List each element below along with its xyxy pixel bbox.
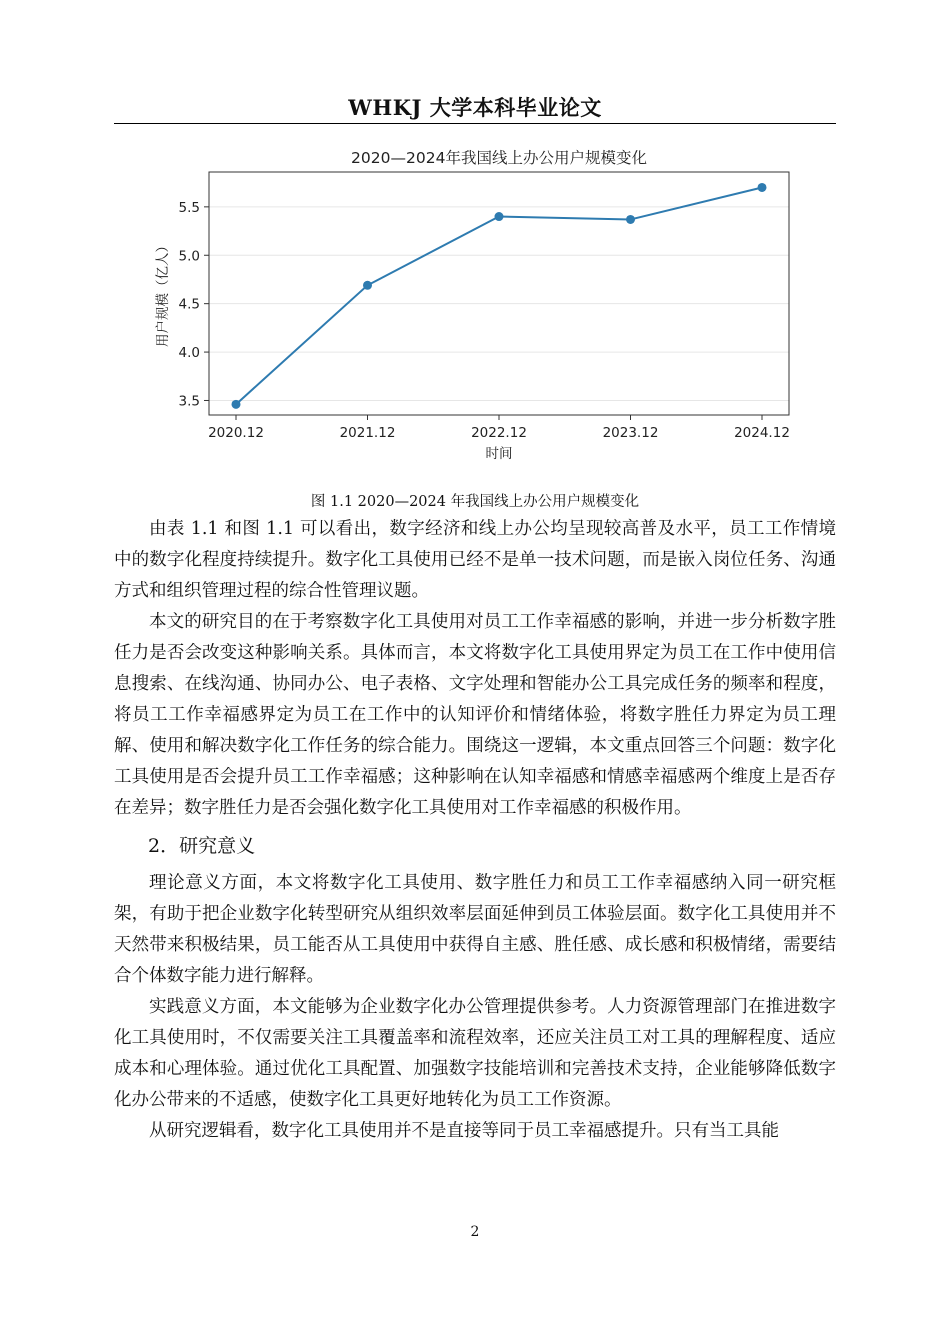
line-chart: [150, 140, 800, 480]
paragraph: 由表 1.1 和图 1.1 可以看出，数字经济和线上办公均呈现较高普及水平，员工工作情境中的数字化程度持续提升。数字化工具使用已经不是单一技术问题，而是嵌入岗位任务、沟通方式和组织管理过程的综合性管理议题。: [114, 519, 836, 601]
chart-title: 2020—2024年我国线上办公用户规模变化: [351, 149, 647, 167]
y-axis-label: 用户规模（亿人）: [155, 239, 171, 347]
x-axis-ticks: [208, 415, 790, 441]
running-header: WHKJ 大学本科毕业论文: [348, 95, 602, 120]
grid-lines: [209, 207, 789, 401]
data-point: [363, 281, 372, 290]
section-heading: 2．研究意义: [148, 835, 256, 857]
x-tick-label: 2024.12: [734, 425, 790, 441]
figure-caption: 图 1.1 2020—2024 年我国线上办公用户规模变化: [310, 494, 640, 510]
x-axis-label: 时间: [485, 446, 513, 462]
paragraph: 本文的研究目的在于考察数字化工具使用对员工工作幸福感的影响，并进一步分析数字胜任力是否会改变这种影响关系。具体而言，本文将数字化工具使用界定为员工在工作中使用信息搜索、在线沟通、协同办公、电子表格、文字处理和智能办公工具完成任务的频率和程度，将员工工作幸福感界定为员工在工作中的认知评价和情绪体验，将数字胜任力界定为员工理解、使用和解决数字化工作任务的综合能力。围绕这一逻辑，本文重点回答三个问题：数字化工具使用是否会提升员工工作幸福感；这种影响在认知幸福感和情感幸福感两个维度上是否存在差异；数字胜任力是否会强化数字化工具使用对工作幸福感的积极作用。: [114, 612, 836, 818]
x-tick-label: 2020.12: [208, 425, 264, 441]
paragraph: 理论意义方面，本文将数字化工具使用、数字胜任力和员工工作幸福感纳入同一研究框架，有助于把企业数字化转型研究从组织效率层面延伸到员工体验层面。数字化工具使用并不天然带来积极结果，员工能否从工具使用中获得自主感、胜任感、成长感和积极情绪，需要结合个体数字能力进行解释。: [114, 873, 836, 986]
plot-frame: [209, 172, 789, 415]
page-number: 2: [470, 1224, 480, 1240]
x-tick-label: 2023.12: [602, 425, 659, 441]
data-point: [232, 400, 241, 409]
paragraph: 从研究逻辑看，数字化工具使用并不是直接等同于员工幸福感提升。只有当工具能: [149, 1121, 779, 1141]
x-tick-label: 2022.12: [471, 425, 527, 441]
header-rule: [114, 123, 836, 124]
x-tick-label: 2021.12: [339, 425, 396, 441]
y-tick-label: 5.0: [178, 248, 200, 265]
data-point: [626, 215, 635, 224]
y-axis-ticks: [179, 200, 209, 410]
y-tick-label: 4.5: [178, 296, 200, 313]
series-points: [232, 183, 767, 409]
y-tick-label: 4.0: [178, 345, 200, 362]
body-text: [114, 514, 836, 1147]
y-tick-label: 5.5: [178, 199, 200, 216]
y-tick-label: 3.5: [178, 393, 200, 410]
paragraph: 实践意义方面，本文能够为企业数字化办公管理提供参考。人力资源管理部门在推进数字化工具使用时，不仅需要关注工具覆盖率和流程效率，还应关注员工对工具的理解程度、适应成本和心理体验。通过优化工具配置、加强数字技能培训和完善技术支持，企业能够降低数字化办公带来的不适感，使数字化工具更好地转化为员工工作资源。: [114, 997, 836, 1110]
data-point: [758, 183, 767, 192]
data-point: [495, 212, 504, 221]
